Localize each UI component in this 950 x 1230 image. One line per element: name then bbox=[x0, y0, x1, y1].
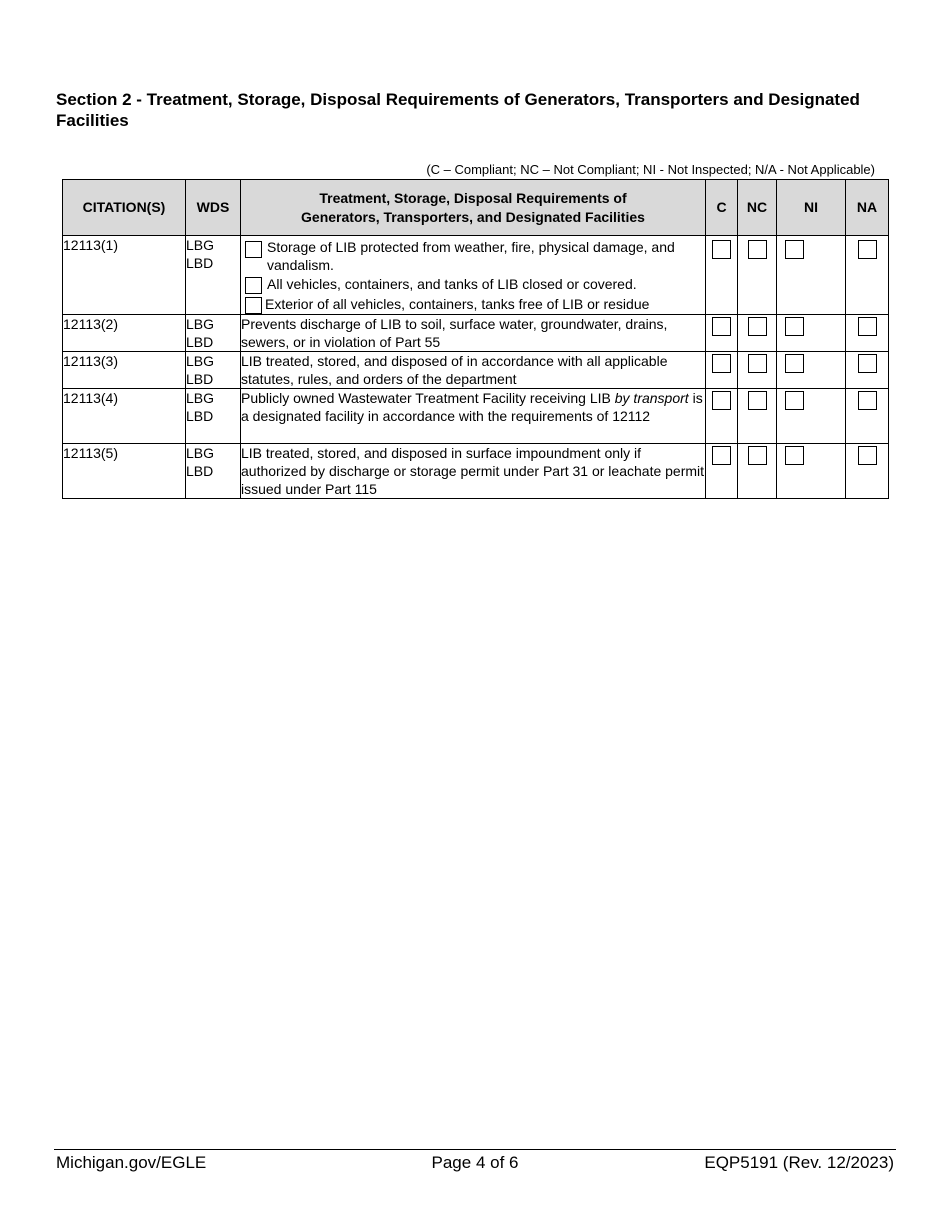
requirement-cell: LIB treated, stored, and disposed of in accordance with all applicable statutes, rules, and orders of the department bbox=[241, 352, 706, 389]
subitem bbox=[247, 275, 705, 294]
na-checkbox[interactable] bbox=[858, 446, 877, 465]
wds-cell bbox=[186, 352, 241, 389]
na-cell bbox=[846, 236, 889, 315]
wds-cell bbox=[186, 444, 241, 499]
na-checkbox[interactable] bbox=[858, 317, 877, 336]
c-checkbox[interactable] bbox=[712, 317, 731, 336]
subitem-checkbox[interactable] bbox=[245, 277, 262, 294]
na-checkbox[interactable] bbox=[858, 354, 877, 373]
footer-divider bbox=[54, 1149, 896, 1150]
wds-code: LBD bbox=[186, 463, 214, 479]
nc-cell bbox=[738, 315, 777, 352]
nc-checkbox[interactable] bbox=[748, 391, 767, 410]
header-ni: NI bbox=[777, 180, 846, 236]
ni-cell bbox=[777, 444, 846, 499]
citation-cell: 12113(1) bbox=[63, 236, 186, 315]
wds-cell bbox=[186, 389, 241, 444]
na-cell bbox=[846, 315, 889, 352]
c-cell bbox=[706, 236, 738, 315]
status-legend: (C – Compliant; NC – Not Compliant; NI - Not Inspected; N/A - Not Applicable) bbox=[426, 162, 875, 177]
header-nc: NC bbox=[738, 180, 777, 236]
subitem-checkbox[interactable] bbox=[245, 241, 262, 258]
requirement-cell bbox=[241, 389, 706, 444]
ni-checkbox[interactable] bbox=[785, 354, 804, 373]
requirement-cell: Prevents discharge of LIB to soil, surface water, groundwater, drains, sewers, or in violation of Part 55 bbox=[241, 315, 706, 352]
citation-cell: 12113(2) bbox=[63, 315, 186, 352]
nc-checkbox[interactable] bbox=[748, 240, 767, 259]
c-checkbox[interactable] bbox=[712, 240, 731, 259]
header-c: C bbox=[706, 180, 738, 236]
c-cell bbox=[706, 352, 738, 389]
requirements-table bbox=[62, 179, 889, 499]
c-cell bbox=[706, 444, 738, 499]
ni-checkbox[interactable] bbox=[785, 240, 804, 259]
wds-code: LBG bbox=[186, 445, 215, 461]
requirement-cell: LIB treated, stored, and disposed in surface impoundment only if authorized by discharge or storage permit under Part 31 or leachate permit issued under Part 115 bbox=[241, 445, 705, 497]
table-row bbox=[63, 389, 889, 444]
wds-code: LBG bbox=[186, 390, 215, 406]
header-requirement-line1: Treatment, Storage, Disposal Requirements of bbox=[319, 189, 627, 206]
nc-checkbox[interactable] bbox=[748, 317, 767, 336]
subitem bbox=[247, 295, 705, 314]
nc-cell bbox=[738, 444, 777, 499]
wds-cell bbox=[186, 236, 241, 315]
ni-checkbox[interactable] bbox=[785, 446, 804, 465]
citation-cell: 12113(3) bbox=[63, 352, 186, 389]
header-citation: CITATION(S) bbox=[63, 180, 186, 236]
citation-cell: 12113(4) bbox=[63, 389, 186, 444]
table-row bbox=[63, 315, 889, 352]
header-na: NA bbox=[846, 180, 889, 236]
header-requirement-line2: Generators, Transporters, and Designated Facilities bbox=[301, 208, 645, 225]
wds-code: LBG bbox=[186, 316, 215, 332]
ni-cell bbox=[777, 352, 846, 389]
header-wds: WDS bbox=[186, 180, 241, 236]
citation-cell: 12113(5) bbox=[63, 444, 186, 499]
wds-cell bbox=[186, 315, 241, 352]
c-checkbox[interactable] bbox=[712, 354, 731, 373]
c-checkbox[interactable] bbox=[712, 446, 731, 465]
requirement-emphasis: by transport bbox=[614, 390, 689, 406]
ni-checkbox[interactable] bbox=[785, 391, 804, 410]
subitem bbox=[247, 238, 705, 274]
nc-cell bbox=[738, 236, 777, 315]
na-checkbox[interactable] bbox=[858, 240, 877, 259]
nc-cell bbox=[738, 352, 777, 389]
requirement-cell bbox=[241, 236, 706, 315]
wds-code: LBD bbox=[186, 255, 214, 271]
c-cell bbox=[706, 315, 738, 352]
wds-code: LBD bbox=[186, 371, 214, 387]
wds-code: LBG bbox=[186, 353, 215, 369]
nc-cell bbox=[738, 389, 777, 444]
na-cell bbox=[846, 444, 889, 499]
table-row bbox=[63, 236, 889, 315]
ni-checkbox[interactable] bbox=[785, 317, 804, 336]
wds-code: LBD bbox=[186, 408, 214, 424]
wds-code: LBD bbox=[186, 334, 214, 350]
table-row bbox=[63, 444, 889, 499]
subitem-text: Exterior of all vehicles, containers, tanks free of LIB or residue bbox=[265, 296, 650, 312]
c-cell bbox=[706, 389, 738, 444]
subitem-checkbox[interactable] bbox=[245, 297, 262, 314]
wds-code: LBG bbox=[186, 237, 215, 253]
na-checkbox[interactable] bbox=[858, 391, 877, 410]
na-cell bbox=[846, 352, 889, 389]
nc-checkbox[interactable] bbox=[748, 446, 767, 465]
ni-cell bbox=[777, 236, 846, 315]
ni-cell bbox=[777, 315, 846, 352]
footer-page-number: Page 4 of 6 bbox=[431, 1153, 519, 1172]
subitem-text: Storage of LIB protected from weather, fire, physical damage, and vandalism. bbox=[267, 239, 675, 273]
c-checkbox[interactable] bbox=[712, 391, 731, 410]
footer-website: Michigan.gov/EGLE bbox=[56, 1153, 207, 1172]
section-title: Section 2 - Treatment, Storage, Disposal Requirements of Generators, Transporters and Designated Facilities bbox=[56, 90, 860, 130]
subitem-text: All vehicles, containers, and tanks of LIB closed or covered. bbox=[267, 276, 637, 292]
requirement-text: is a designated facility in accordance with the requirements of 12112 bbox=[241, 390, 703, 424]
nc-checkbox[interactable] bbox=[748, 354, 767, 373]
footer-form-id: EQP5191 (Rev. 12/2023) bbox=[704, 1153, 894, 1172]
table-header-row bbox=[63, 180, 889, 236]
requirement-text: Publicly owned Wastewater Treatment Facility receiving LIB bbox=[241, 390, 615, 406]
na-cell bbox=[846, 389, 889, 444]
table-row bbox=[63, 352, 889, 389]
header-requirement bbox=[241, 180, 706, 236]
ni-cell bbox=[777, 389, 846, 444]
